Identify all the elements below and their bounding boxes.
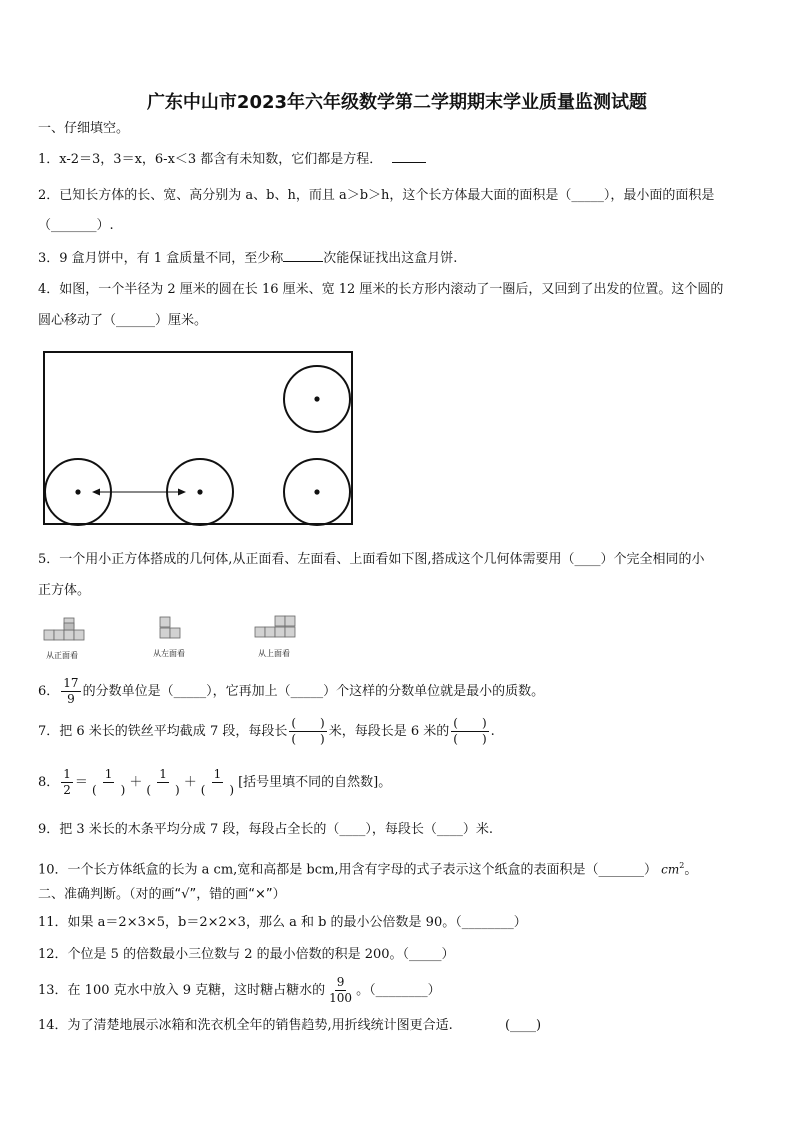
question-9: 9．把 3 米长的木条平均分成 7 段，每段占全长的（____），每段长（____）米. [38,822,493,837]
question-5-line-1: 5．一个用小正方体搭成的几何体,从正面看、左面看、上面看如下图,搭成这个几何体需要用（____）个完全相同的小 [38,552,705,567]
fraction-numerator: 1 [159,767,167,781]
fraction-numerator-blank[interactable]: ( ) [453,716,487,730]
front-view-caption: 从正面看 [46,651,78,660]
fraction-denominator-blank[interactable]: ( ) [146,783,180,797]
question-6-prefix: 6． [38,684,60,699]
question-10-end: 。 [684,862,698,878]
circle-center-dot [314,489,319,494]
answer-blank[interactable] [392,150,426,163]
question-10 [38,857,697,879]
question-4-line-1: 4．如图，一个半径为 2 厘米的圆在长 16 厘米、宽 12 厘米的长方形内滚动了一圈后，又回到了出发的位置。这个圆的 [38,282,724,297]
question-2-line-1: 2．已知长方体的长、宽、高分别为 a、b、h，而且 a＞b＞h，这个长方体最大面的面积是（_____），最小面的面积是 [38,188,715,203]
top-view-caption: 从上面看 [258,649,290,658]
top-view-icon [253,614,297,644]
circle-center-dot [75,489,80,494]
question-14-text: 14．为了清楚地展示冰箱和洗衣机全年的销售趋势,用折线统计图更合适. [38,1018,453,1033]
question-13 [38,975,441,1006]
rectangle-circles-figure [40,348,358,530]
plus-sign: ＋ [183,775,197,790]
question-8-prefix: 8． [38,775,60,790]
question-3-text-a: 3．9 盒月饼中，有 1 盒质量不同，至少称 [38,251,284,266]
section-1-heading: 一、仔细填空。 [38,121,130,136]
fraction-blank[interactable] [144,767,181,798]
fraction-17-9 [61,676,80,707]
question-1-text: 1．x-2＝3，3＝x，6-x＜3 都含有未知数，它们都是方程． [38,152,383,167]
fraction-denominator-blank[interactable]: ( ) [91,783,126,797]
question-10-text: 10．一个长方体纸盒的长为 a cm,宽和高都是 bcm,用含有字母的式子表示这个纸盒的表面积是（_______） [38,862,657,878]
fraction-denominator: 9 [67,692,75,706]
question-6-text: 的分数单位是（_____），它再加上（_____）个这样的分数单位就是最小的质数。 [82,684,545,699]
fraction-numerator: 17 [63,676,79,690]
question-3-text-b: 次能保证找出这盒月饼. [323,251,458,266]
question-6 [38,676,544,707]
equals-sign: ＝ [74,775,88,790]
circle-center-dot [197,489,202,494]
fraction-1-2 [61,767,73,798]
fraction-numerator: 9 [336,975,345,989]
fraction-9-100 [327,975,354,1006]
question-8-note: [括号里填不同的自然数]。 [238,775,392,790]
question-4-line-2: 圆心移动了（______）厘米。 [38,313,208,328]
answer-blank[interactable] [283,249,323,262]
answer-paren[interactable]: (____) [504,1018,542,1033]
question-3 [38,249,457,268]
fraction-numerator: 1 [104,767,113,781]
plus-sign: ＋ [129,775,143,790]
left-view-caption: 从左面看 [153,649,185,658]
question-8 [38,767,391,798]
fraction-denominator-blank[interactable]: ( ) [453,732,487,746]
fraction-denominator-blank[interactable]: ( ) [291,732,325,746]
fraction-numerator: 1 [63,767,71,781]
unit-cm: cm [661,862,680,877]
question-14 [38,1017,541,1035]
circle-center-dot [314,396,319,401]
fraction-blank[interactable] [289,716,326,747]
question-13-text-a: 13．在 100 克水中放入 9 克糖，这时糖占糖水的 [38,983,326,998]
rectangle-outline [44,352,352,524]
left-view-icon [158,614,184,644]
question-7-text-a: 7．把 6 米长的铁丝平均截成 7 段，每段长 [38,724,288,739]
fraction-numerator: 1 [213,767,222,781]
question-5-line-2: 正方体。 [38,583,91,598]
fraction-blank[interactable] [199,767,236,798]
three-views-figure [40,612,340,662]
fraction-denominator: 100 [329,991,353,1005]
question-7-end: . [490,724,495,739]
question-7-text-b: 米，每段长是 6 米的 [328,724,450,739]
question-13-text-b: 。（________） [356,983,441,998]
question-12: 12．个位是 5 的倍数最小三位数与 2 的最小倍数的积是 200。（_____） [38,947,455,962]
question-7 [38,716,495,747]
fraction-denominator: 2 [63,783,71,797]
page-title: 广东中山市2023年六年级数学第二学期期末学业质量监测试题 [146,92,648,113]
fraction-blank[interactable] [451,716,488,747]
front-view-icon [43,616,87,644]
section-2-heading: 二、准确判断。（对的画“√”，错的画“×”） [38,887,286,902]
double-arrow-icon [92,489,186,496]
unit-exponent: 2 [679,861,685,870]
fraction-numerator-blank[interactable]: ( ) [291,716,325,730]
fraction-denominator-blank[interactable]: ( ) [200,783,235,797]
fraction-blank[interactable] [90,767,127,798]
question-11: 11．如果 a＝2×3×5，b＝2×2×3，那么 a 和 b 的最小公倍数是 90。（________） [38,915,527,930]
question-2-line-2: （_______）. [38,218,114,233]
question-1 [38,150,426,169]
